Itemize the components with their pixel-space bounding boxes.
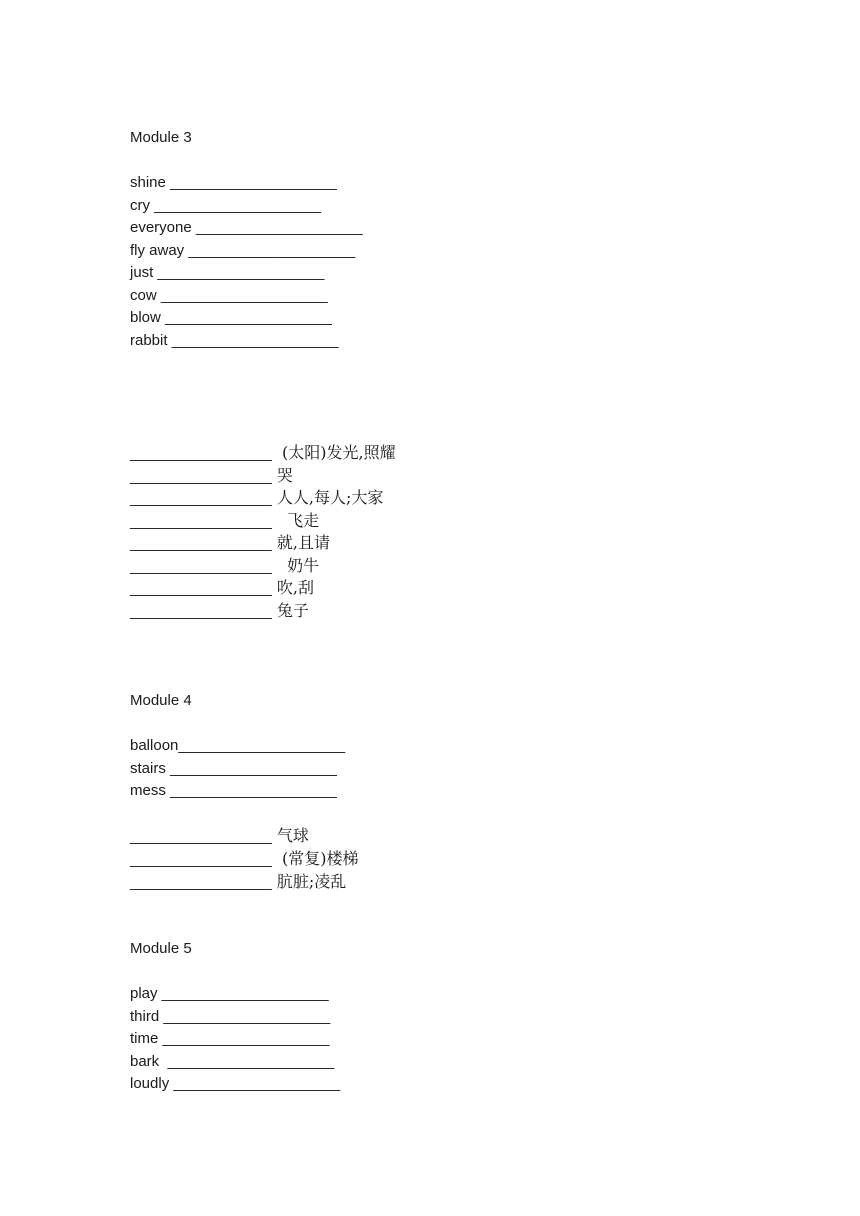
vocab-item: everyone ____________________ [130, 219, 363, 236]
translation-item [130, 533, 330, 554]
answer-blank: _________________ [130, 828, 272, 845]
answer-blank: _________________ [130, 513, 272, 530]
translation-item [130, 872, 346, 893]
translation-item [130, 578, 314, 599]
chinese-meaning: 肮脏;凌乱 [271, 872, 347, 891]
answer-blank: _________________ [130, 874, 272, 891]
translation-item [130, 488, 383, 509]
vocab-item: shine ____________________ [130, 174, 337, 191]
vocab-item: fly away ____________________ [130, 242, 356, 259]
vocab-item: blow ____________________ [130, 309, 332, 326]
chinese-meaning: 奶牛 [271, 556, 320, 575]
answer-blank: _________________ [130, 580, 272, 597]
chinese-meaning: 兔子 [271, 601, 309, 620]
vocab-item: cow ____________________ [130, 287, 328, 304]
chinese-meaning: (常复)楼梯 [271, 849, 359, 868]
translation-item [130, 443, 396, 464]
answer-blank: _________________ [130, 445, 272, 462]
chinese-meaning: 就,且请 [271, 533, 331, 552]
module-4-heading: Module 4 [130, 692, 192, 709]
answer-blank: _________________ [130, 603, 272, 620]
chinese-meaning: 哭 [271, 466, 293, 485]
chinese-meaning: 飞走 [271, 511, 320, 530]
answer-blank: _________________ [130, 490, 272, 507]
translation-item [130, 849, 359, 870]
chinese-meaning: 吹,刮 [271, 578, 315, 597]
vocab-item: rabbit ____________________ [130, 332, 339, 349]
translation-item [130, 601, 309, 622]
answer-blank: _________________ [130, 535, 272, 552]
translation-item [130, 511, 319, 532]
module-3-heading: Module 3 [130, 129, 192, 146]
module-5-heading: Module 5 [130, 940, 192, 957]
vocab-item: balloon____________________ [130, 737, 346, 754]
vocab-item: stairs ____________________ [130, 760, 337, 777]
chinese-meaning: 气球 [271, 826, 309, 845]
answer-blank: _________________ [130, 558, 272, 575]
vocab-item: time ____________________ [130, 1030, 330, 1047]
translation-item [130, 826, 309, 847]
vocab-item: just ____________________ [130, 264, 325, 281]
vocab-item: mess ____________________ [130, 782, 337, 799]
vocab-item: loudly ____________________ [130, 1075, 341, 1092]
chinese-meaning: (太阳)发光,照耀 [271, 443, 396, 462]
translation-item [130, 556, 319, 577]
vocab-item: bark ____________________ [130, 1053, 335, 1070]
chinese-meaning: 人人,每人;大家 [271, 488, 384, 507]
vocab-item: play ____________________ [130, 985, 329, 1002]
answer-blank: _________________ [130, 851, 272, 868]
vocab-item: third ____________________ [130, 1008, 331, 1025]
answer-blank: _________________ [130, 468, 272, 485]
vocab-item: cry ____________________ [130, 197, 322, 214]
translation-item [130, 466, 293, 487]
